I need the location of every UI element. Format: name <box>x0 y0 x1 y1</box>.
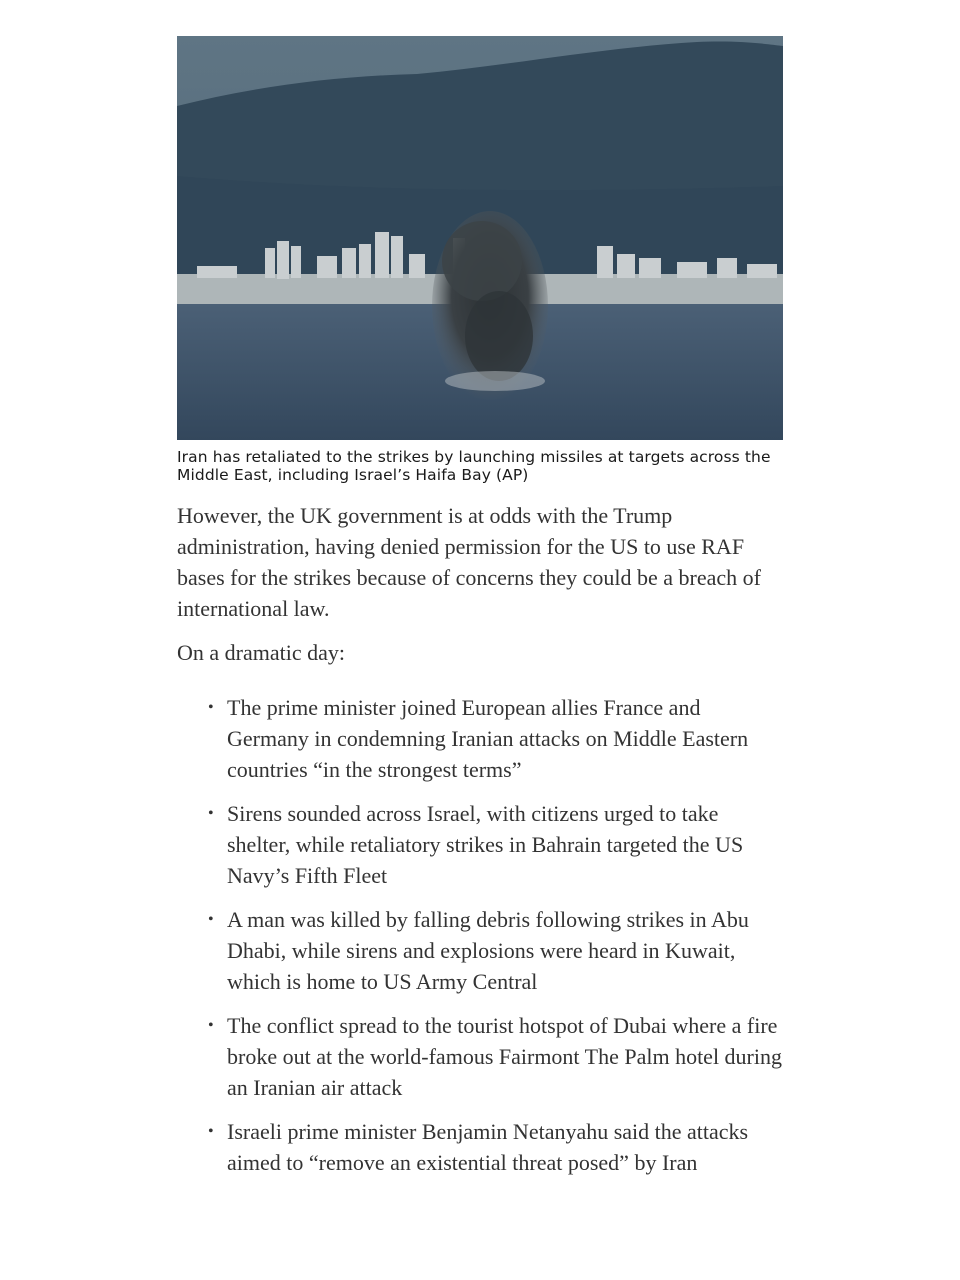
key-points-list <box>177 692 783 1178</box>
bullet-icon: • <box>208 1123 214 1140</box>
list-item <box>208 798 783 891</box>
article <box>177 36 783 1191</box>
list-item-text: Sirens sounded across Israel, with citizens urged to take shelter, while retaliatory strikes in Bahrain targeted the US Navy’s Fifth Fleet <box>227 801 744 888</box>
smoke-plume <box>432 211 548 401</box>
bullet-icon: • <box>208 1017 214 1034</box>
list-item-text: A man was killed by falling debris following strikes in Abu Dhabi, while sirens and explosions were heard in Kuwait, which is home to US Army Central <box>227 907 749 994</box>
list-item <box>208 904 783 997</box>
list-item-text: The prime minister joined European allies France and Germany in condemning Iranian attacks on Middle Eastern countries “in the strongest terms” <box>227 695 749 782</box>
list-item-text: The conflict spread to the tourist hotspot of Dubai where a fire broke out at the world-famous Fairmont The Palm hotel during an Iranian air attack <box>227 1013 782 1100</box>
list-item <box>208 1010 783 1103</box>
list-item-text: Israeli prime minister Benjamin Netanyahu said the attacks aimed to “remove an existential threat posed” by Iran <box>227 1119 749 1175</box>
paragraph-uk-government: However, the UK government is at odds with the Trump administration, having denied permission for the US to use RAF bases for the strikes because of concerns they could be a breach of international law. <box>177 503 761 621</box>
photo-caption: Iran has retaliated to the strikes by launching missiles at targets across the Middle East, including Israel’s Haifa Bay (AP) <box>177 448 771 484</box>
bullet-icon: • <box>208 911 214 928</box>
bullet-icon: • <box>208 699 214 716</box>
paragraph-dramatic-day: On a dramatic day: <box>177 640 345 665</box>
bullet-icon: • <box>208 805 214 822</box>
news-photo[interactable] <box>177 36 783 440</box>
list-item <box>208 692 783 785</box>
list-item <box>208 1116 783 1178</box>
